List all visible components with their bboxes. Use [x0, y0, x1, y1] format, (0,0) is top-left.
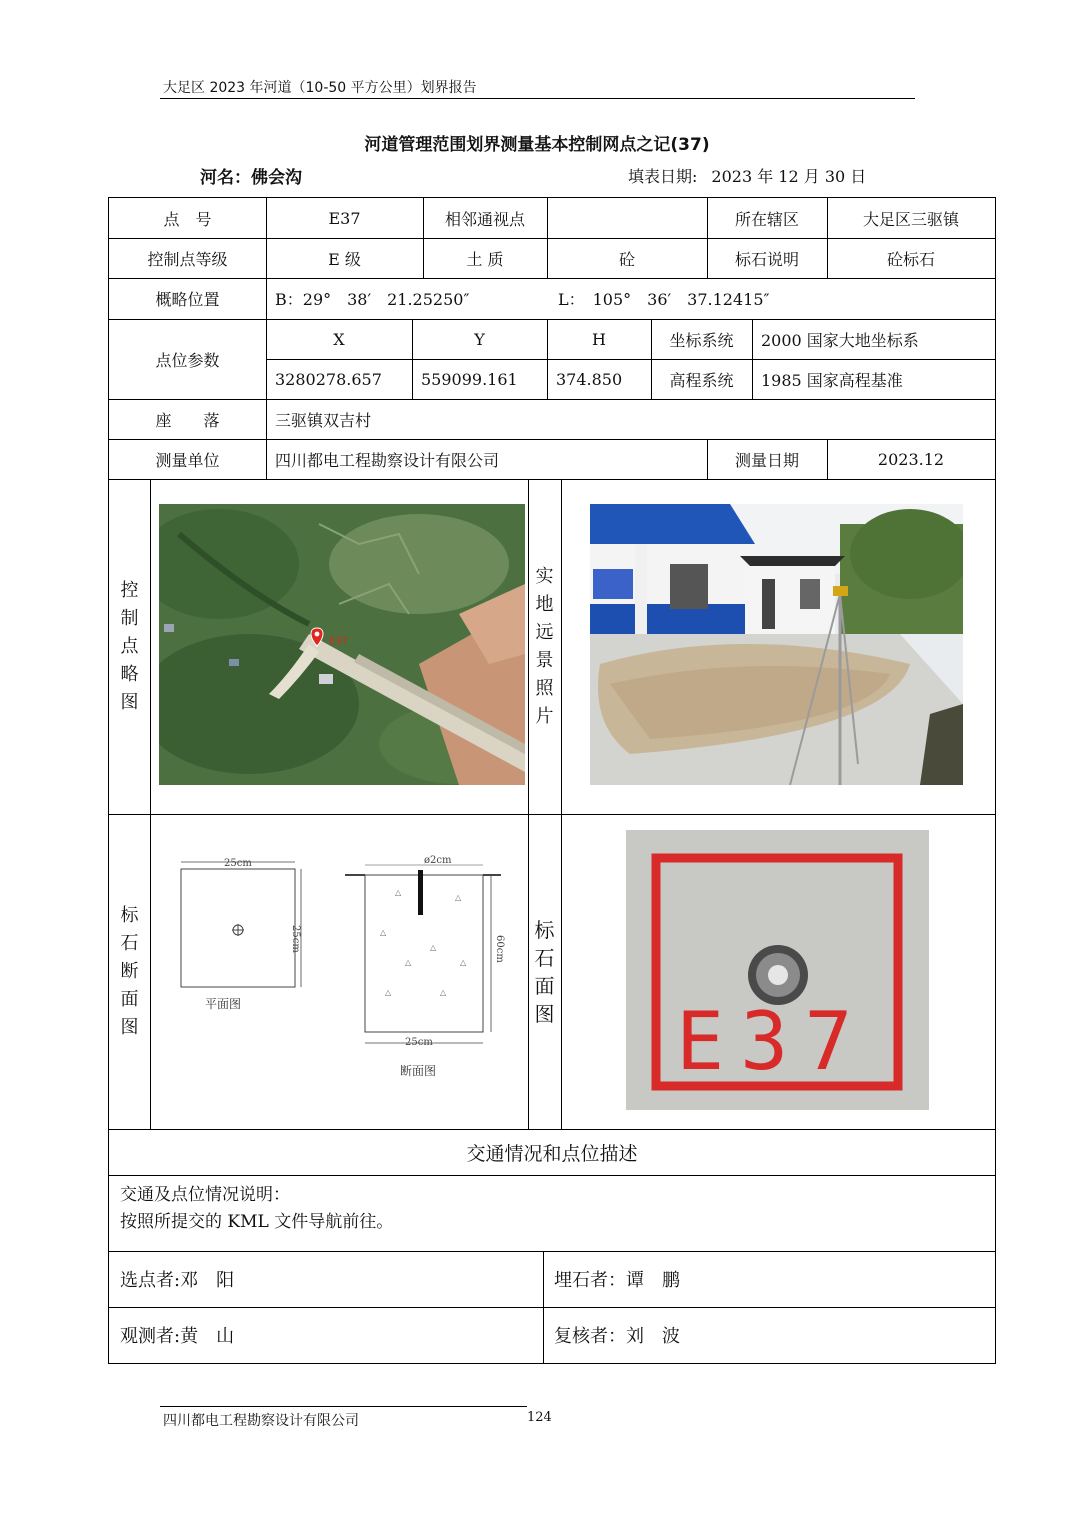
label-char: 点 [120, 635, 139, 657]
longitude-value: L： 105° 36′ 37.12415″ [558, 290, 770, 309]
map-section-label [109, 479, 150, 814]
survey-unit-value: 四川都电工程勘察设计有限公司 [275, 450, 500, 470]
section-height-label: 60cm [494, 935, 505, 963]
footer-company: 四川都电工程勘察设计有限公司 [163, 1413, 359, 1429]
fill-date-label: 填表日期: [628, 167, 698, 186]
label-char: 照 [535, 677, 554, 699]
running-header: 大足区 2023 年河道（10-50 平方公里）划界报告 [163, 80, 477, 96]
y-label: Y [474, 329, 485, 349]
site-photo [590, 504, 963, 785]
label-char: 断 [120, 960, 139, 982]
marker-value: 砼标石 [886, 249, 935, 269]
height-system-label: 高程系统 [669, 370, 734, 390]
marker-label: 标石说明 [734, 249, 799, 269]
point-no-value: E37 [328, 208, 361, 228]
label-char: 石 [534, 945, 555, 970]
svg-text:△: △ [455, 893, 462, 902]
soil-value: 砼 [618, 249, 635, 269]
map-marker-label: E37 [329, 636, 349, 647]
label-char: 面 [534, 973, 555, 998]
svg-text:△: △ [460, 958, 467, 967]
section-diagram-label [109, 814, 150, 1129]
section-caption: 断面图 [400, 1064, 437, 1078]
label-char: 面 [120, 988, 139, 1010]
traffic-line-1: 交通及点位情况说明： [120, 1184, 290, 1205]
fill-date-value: 2023 年 12 月 30 日 [711, 167, 867, 186]
plan-height-label: 25cm [290, 925, 301, 953]
x-value: 3280278.657 [275, 369, 382, 389]
fill-date [628, 164, 866, 187]
stone-face-text: E37 [676, 995, 869, 1088]
plan-caption: 平面图 [205, 997, 242, 1011]
label-char: 远 [535, 621, 554, 643]
page-number: 124 [527, 1410, 552, 1425]
photo-section-label [528, 479, 561, 814]
section-view [345, 865, 501, 1043]
survey-date-label: 测量日期 [734, 450, 799, 470]
label-char: 制 [120, 607, 139, 629]
site-label: 座 落 [155, 410, 220, 430]
district-label: 所在辖区 [734, 209, 799, 229]
section-top-label: ø2cm [424, 855, 452, 866]
header-rule [160, 98, 915, 99]
svg-text:△: △ [395, 888, 402, 897]
survey-date-value: 2023.12 [877, 449, 945, 469]
burier: 埋石者：谭 鹏 [554, 1270, 680, 1291]
checker: 复核者：刘 波 [554, 1326, 680, 1347]
coord-system-value: 2000 国家大地坐标系 [761, 330, 919, 350]
section-width-label: 25cm [405, 1037, 433, 1048]
grade-label: 控制点等级 [147, 249, 228, 269]
soil-label: 土 质 [466, 249, 504, 269]
stone-section-diagram [175, 855, 515, 1085]
col-line [561, 479, 562, 1129]
latitude-value: B：29° 38′ 21.25250″ [275, 290, 470, 309]
site-value: 三驱镇双吉村 [275, 410, 372, 430]
traffic-title: 交通情况和点位描述 [466, 1142, 638, 1165]
stone-face-photo [626, 830, 929, 1110]
svg-text:△: △ [440, 988, 447, 997]
selector: 选点者:邓 阳 [120, 1270, 235, 1291]
grade-value: E 级 [328, 249, 361, 269]
point-no-label: 点 号 [163, 209, 212, 229]
params-label: 点位参数 [155, 350, 220, 370]
label-char: 景 [535, 649, 554, 671]
height-system-value: 1985 国家高程基准 [761, 370, 903, 390]
label-char: 图 [120, 1016, 139, 1038]
y-value: 559099.161 [421, 369, 518, 389]
label-char: 略 [120, 663, 139, 685]
h-label: H [592, 329, 606, 349]
plan-width-label: 25cm [224, 858, 252, 869]
svg-text:△: △ [405, 958, 412, 967]
location-label: 概略位置 [155, 290, 220, 309]
traffic-line-2: 按照所提交的 KML 文件导航前往。 [120, 1211, 394, 1232]
label-char: 石 [120, 932, 139, 954]
col-line [150, 479, 151, 1129]
district-value: 大足区三驱镇 [862, 209, 959, 229]
svg-text:△: △ [380, 928, 387, 937]
label-char: 图 [534, 1001, 555, 1026]
document-title: 河道管理范围划界测量基本控制网点之记(37) [364, 135, 710, 155]
x-label: X [333, 329, 345, 349]
label-char: 实 [535, 565, 554, 587]
observer: 观测者:黄 山 [120, 1326, 235, 1347]
stone-face-label [528, 814, 561, 1129]
adjacent-value [547, 198, 707, 238]
footer-rule [160, 1406, 527, 1407]
label-char: 标 [120, 904, 139, 926]
label-char: 地 [535, 593, 554, 615]
row-line [109, 1175, 995, 1176]
label-char: 控 [120, 579, 139, 601]
coord-system-label: 坐标系统 [669, 330, 734, 350]
col-line [543, 1251, 544, 1363]
river-name: 河名：佛会沟 [200, 168, 302, 188]
label-char: 图 [120, 691, 139, 713]
label-char: 标 [534, 917, 555, 942]
plan-view [181, 862, 301, 987]
survey-unit-label: 测量单位 [155, 450, 220, 470]
svg-text:△: △ [385, 988, 392, 997]
adjacent-label: 相邻通视点 [444, 209, 525, 229]
svg-text:△: △ [430, 943, 437, 952]
label-char: 片 [535, 705, 554, 727]
satellite-map [159, 504, 525, 785]
h-value: 374.850 [556, 369, 623, 389]
